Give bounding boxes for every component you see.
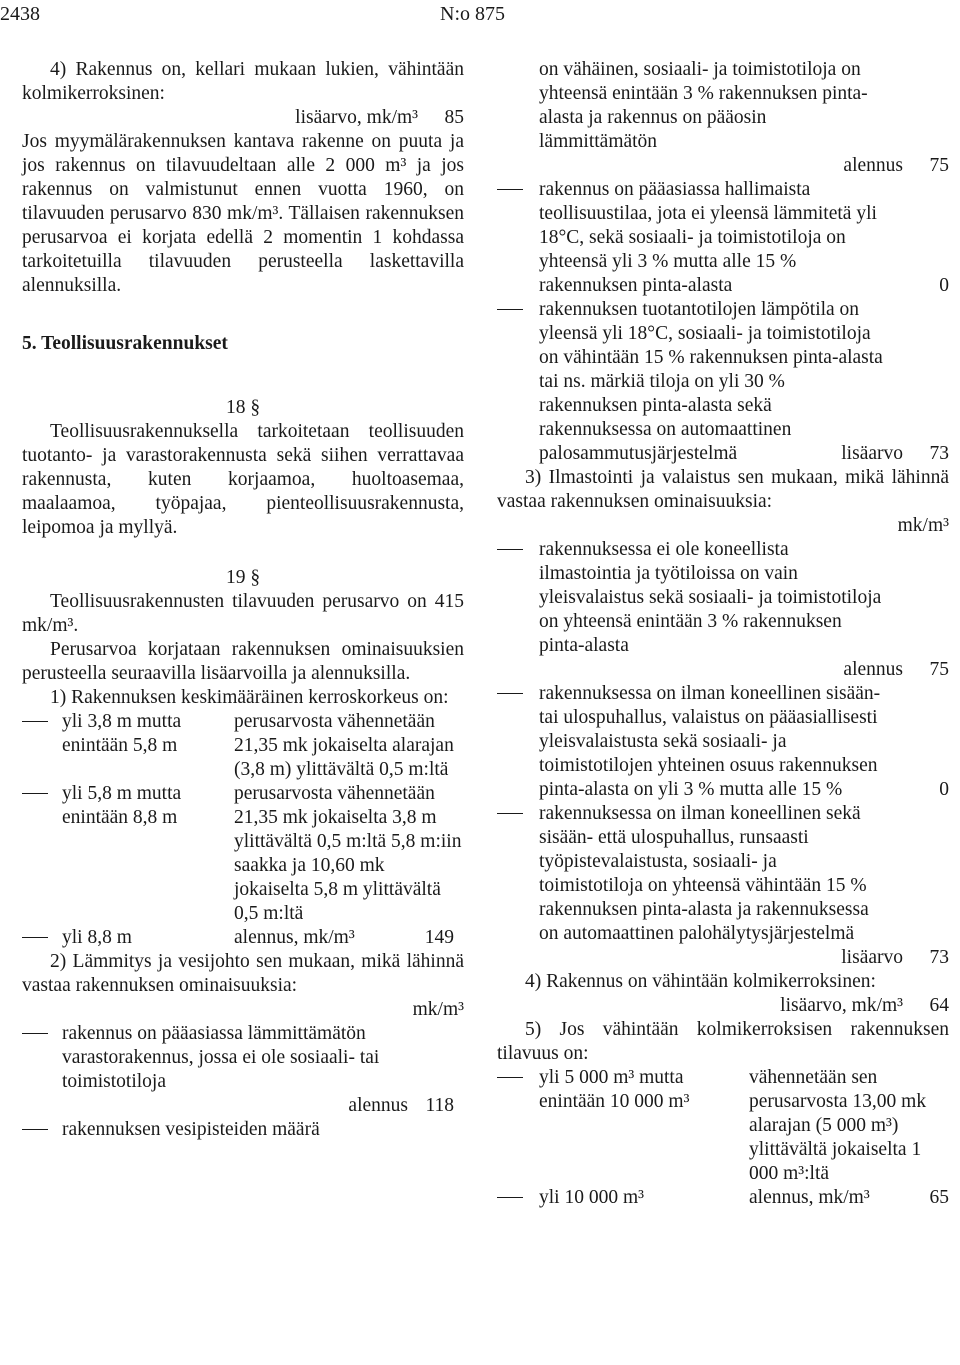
item-3-option [497, 802, 949, 970]
adjustment-value: 118 [425, 1095, 454, 1116]
adjustment-value: 75 [929, 155, 949, 176]
left-column [22, 58, 464, 1142]
dash-mark [497, 1197, 523, 1198]
adjustment-value: 85 [444, 107, 464, 128]
option-text: rakennus on pääasiassa lämmittämätön varastorakennus, jossa ei ole sosiaali- tai toimistotiloja [62, 1023, 380, 1092]
dash-mark [22, 937, 48, 938]
option-text: rakennuksessa on ilman koneellinen sisään- tai ulospuhallus, valaistus on pääasiallisesti yleisvalaistusta sekä sosiaali- ja toimistotilojen yhteinen osuus rakennuksen pinta-alasta on yli 3 % mutta alle 15 % [539, 683, 881, 800]
row-value: 149 [424, 927, 454, 948]
section-18-text: Teollisuusrakennuksella tarkoitetaan teollisuuden tuotanto- ja varastorakennusta sekä siihen verrattavaa rakennusta, kuten korjaamoa, huoltoasemaa, maalaamoa, työpajaa, pienteollisuusrakennusta, leipomoa ja myllyä. [22, 421, 464, 538]
row-condition: yli 3,8 m mutta enintään 5,8 m [62, 711, 182, 756]
adjustment-label: lisäarvo [841, 947, 903, 968]
item-5-row [497, 1186, 949, 1210]
dash-mark [497, 1077, 523, 1078]
item-3-option [497, 682, 949, 802]
option-text: rakennus on pääasiassa hallimaista teollisuustilaa, jota ei yleensä lämmitetä yli 18°C, sekä sosiaali- ja toimistotiloja on yhteensä yli 3 % mutta alle 15 % rakennuksen pinta-alasta [539, 179, 877, 296]
row-rule: perusarvosta vähennetään 21,35 mk jokaiselta 3,8 m ylittävältä 0,5 m:ltä 5,8 m:iin saakka ja 10,60 mk jokaiselta 5,8 m ylittävältä 0,5 m:ltä [234, 783, 462, 924]
adjustment-label: alennus [843, 155, 903, 176]
item-1-row [22, 710, 464, 782]
adjustment-label: lisäarvo [841, 443, 903, 464]
row-rule: vähennetään sen perusarvosta 13,00 mk alarajan (5 000 m³) ylittävältä jokaiselta 1 000 m³:ltä [749, 1067, 927, 1184]
dash-mark [22, 1129, 48, 1130]
document-number: N:o 875 [440, 3, 505, 25]
row-rule: alennus, mk/m³ [234, 927, 355, 948]
row-condition: yli 5,8 m mutta enintään 8,8 m [62, 783, 182, 828]
section-heading: 5. Teollisuusrakennukset [22, 333, 228, 354]
paragraph-note: Jos myymälärakennuksen kantava rakenne on puuta ja jos rakennus on tilavuudeltaan alle 2 000 m³ ja jos rakennus on valmistunut ennen vuotta 1960, on tilavuuden perusarvo 830 mk/m³. Tällaisen rakennuksen perusarvoa ei korjata edellä 2 momentin 1 kohdassa tarkoitetuilla tilavuuden perusteella laskettavilla alennuksilla. [22, 131, 464, 296]
item-2-option-cont [497, 58, 949, 178]
option-text: rakennuksessa ei ole koneellista ilmastointia ja työtiloissa on vain yleisvalaistus sekä sosiaali- ja toimistotiloja on yhteensä enintään 3 % rakennuksen pinta-alasta [539, 539, 882, 656]
item-3-intro: 3) Ilmastointi ja valaistus sen mukaan, mikä lähinnä vastaa rakennuksen ominaisuuksia: [497, 467, 949, 512]
item-2-option [497, 298, 949, 466]
item-1-intro: 1) Rakennuksen keskimääräinen kerroskorkeus on: [50, 687, 449, 708]
paragraph-item-4: 4) Rakennus on, kellari mukaan lukien, vähintään kolmikerroksinen: [22, 59, 464, 104]
unit-label: mk/m³ [412, 999, 464, 1020]
dash-mark [497, 309, 523, 310]
adjustment-value: 75 [929, 659, 949, 680]
item-5-intro: 5) Jos vähintään kolmikerroksisen rakennuksen tilavuus on: [497, 1019, 949, 1064]
item-1-row [22, 782, 464, 926]
adjustment-value: 73 [929, 947, 949, 968]
page-number: 2438 [0, 3, 40, 25]
dash-mark [22, 793, 48, 794]
dash-mark [22, 1033, 48, 1034]
item-3-option [497, 538, 949, 682]
unit-label: mk/m³ [897, 515, 949, 536]
adjustment-value: 0 [939, 779, 949, 800]
adjustment-value: 0 [939, 275, 949, 296]
section-18-title: 18 § [225, 397, 261, 418]
row-condition: yli 8,8 m [62, 927, 132, 948]
section-19-text-1: Teollisuusrakennusten tilavuuden perusarvo on 415 mk/m³. [22, 591, 464, 636]
row-condition: yli 10 000 m³ [539, 1187, 644, 1208]
option-text: rakennuksen vesipisteiden määrä [62, 1119, 320, 1140]
dash-mark [497, 813, 523, 814]
adjustment-label: alennus [843, 659, 903, 680]
adjustment-value: 73 [929, 443, 949, 464]
option-text: rakennuksen tuotantotilojen lämpötila on yleensä yli 18°C, sosiaali- ja toimistotiloja on vähintään 15 % rakennuksen pinta-alasta tai ns. märkiä tiloja on yli 30 % rakennuksen pinta-alasta sekä rakennuksessa on automaattinen palosammutusjärjestelmä [539, 299, 883, 464]
item-4-text: 4) Rakennus on vähintään kolmikerroksinen: [525, 971, 876, 992]
section-19-text-2: Perusarvoa korjataan rakennuksen ominaisuuksien perusteella seuraavilla lisäarvoilla ja alennuksilla. [22, 639, 464, 684]
value-line [22, 106, 464, 130]
dash-mark [497, 549, 523, 550]
row-rule: alennus, mk/m³ [749, 1187, 870, 1208]
adjustment-label: alennus [348, 1095, 408, 1116]
item-5-row [497, 1066, 949, 1186]
dash-mark [22, 721, 48, 722]
item-2-option [22, 1118, 464, 1142]
adjustment-label: lisäarvo, mk/m³ [295, 107, 418, 128]
section-19-title: 19 § [225, 567, 261, 588]
adjustment-value: 64 [929, 995, 949, 1016]
right-column [497, 58, 949, 1210]
adjustment-label: lisäarvo, mk/m³ [780, 995, 903, 1016]
item-2-intro: 2) Lämmitys ja vesijohto sen mukaan, mikä lähinnä vastaa rakennuksen ominaisuuksia: [22, 951, 464, 996]
row-condition: yli 5 000 m³ mutta enintään 10 000 m³ [539, 1067, 690, 1112]
row-rule: perusarvosta vähennetään 21,35 mk jokaiselta alarajan (3,8 m) ylittävältä 0,5 m:ltä [234, 711, 454, 780]
option-text: rakennuksessa on ilman koneellinen sekä sisään- että ulospuhallus, runsaasti työpistevalaistusta, sosiaali- ja toimistotiloja on yhteensä vähintään 15 % rakennuksen pinta-alasta ja rakennuksessa on automaattinen palohälytysjärjestelmä [539, 803, 869, 944]
item-2-option [497, 178, 949, 298]
dash-mark [497, 189, 523, 190]
row-value: 65 [929, 1187, 949, 1208]
option-text: on vähäinen, sosiaali- ja toimistotiloja on yhteensä enintään 3 % rakennuksen pinta-alasta ja rakennus on pääosin lämmittämätön [539, 59, 868, 152]
item-2-option [22, 1022, 464, 1118]
item-1-row [22, 926, 464, 950]
dash-mark [497, 693, 523, 694]
